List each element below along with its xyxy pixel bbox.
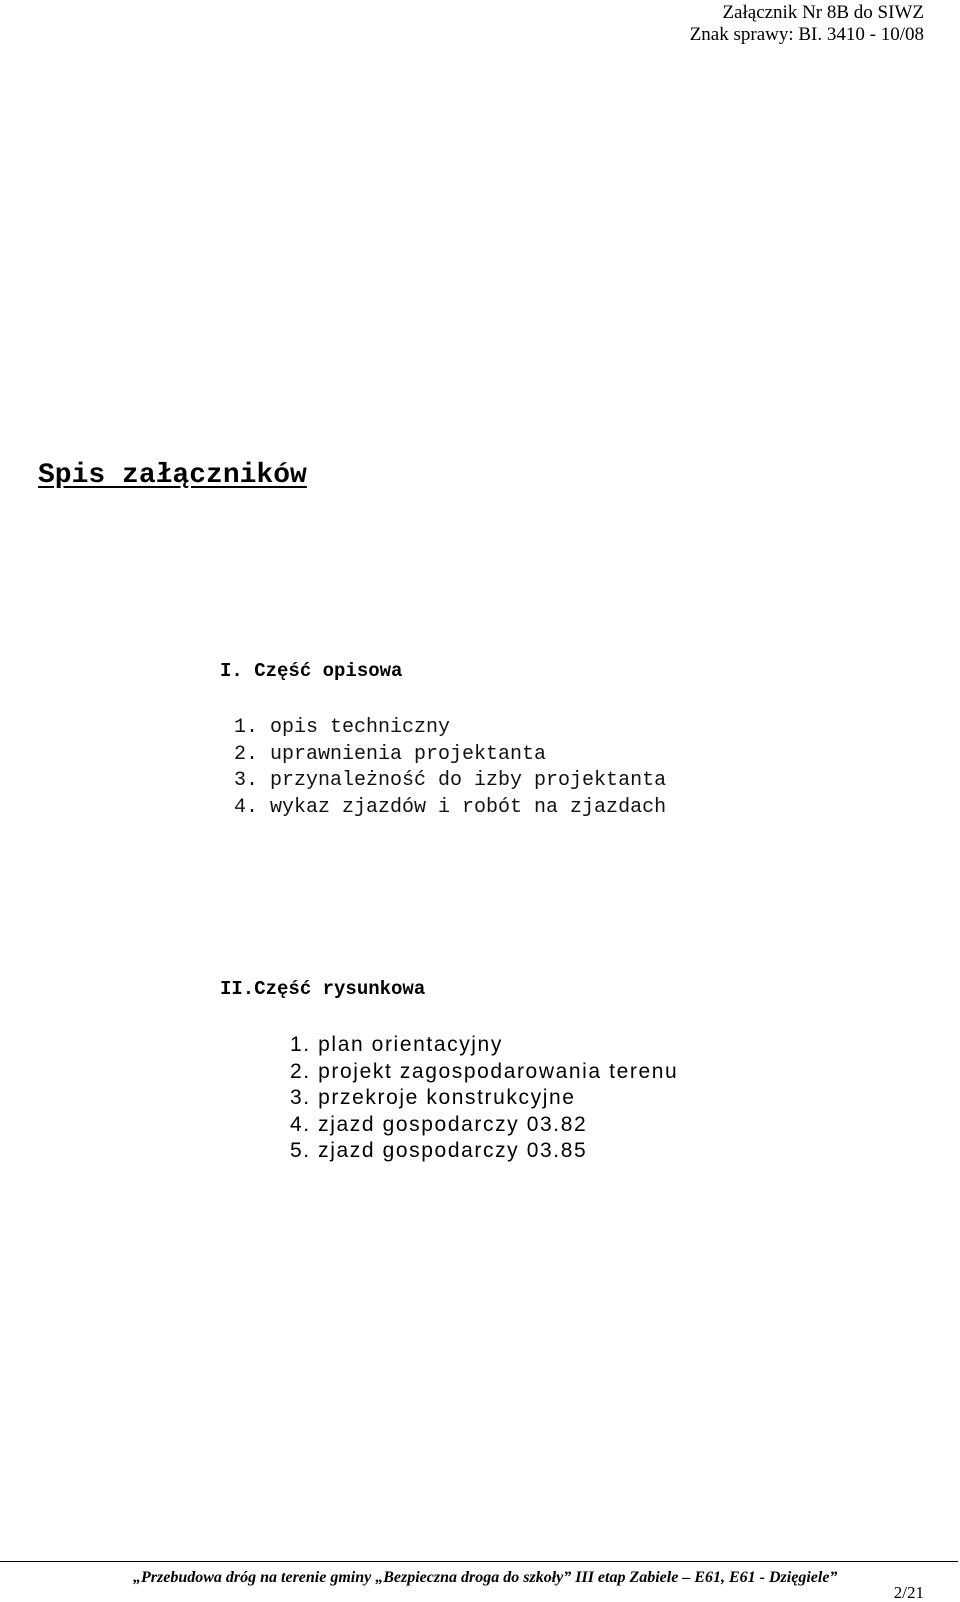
- footer-project-title: „Przebudowa dróg na terenie gminy „Bezpieczna droga do szkoły” III etap Zabiele – E61, E61 - Dzięgiele”: [133, 1569, 838, 1586]
- header-attachment-number: Załącznik Nr 8B do SIWZ: [722, 2, 924, 23]
- list-item: 3. przynależność do izby projektanta: [234, 769, 667, 792]
- footer-divider: [0, 1561, 958, 1562]
- list-item: 1. opis techniczny: [234, 716, 451, 739]
- descriptive-items-list: [234, 715, 666, 821]
- document-header: [690, 2, 924, 46]
- header-case-number: Znak sprawy: BI. 3410 - 10/08: [689, 24, 924, 45]
- page-number: 2/21: [893, 1583, 924, 1602]
- list-item: 3. przekroje konstrukcyjne: [290, 1086, 576, 1109]
- list-item: 5. zjazd gospodarczy 03.85: [290, 1139, 588, 1162]
- list-item: 1. plan orientacyjny: [290, 1033, 503, 1056]
- list-item: 4. wykaz zjazdów i robót na zjazdach: [234, 795, 667, 819]
- list-item: 2. projekt zagospodarowania terenu: [290, 1059, 679, 1083]
- list-item: 4. zjazd gospodarczy 03.82: [290, 1112, 588, 1136]
- page-title: Spis załączników: [38, 460, 307, 491]
- drawings-items-list: [290, 1032, 678, 1165]
- section-drawings-heading: II.Część rysunkowa: [220, 978, 426, 1000]
- section-descriptive-heading: I. Część opisowa: [220, 660, 403, 682]
- list-item: 2. uprawnienia projektanta: [234, 742, 547, 766]
